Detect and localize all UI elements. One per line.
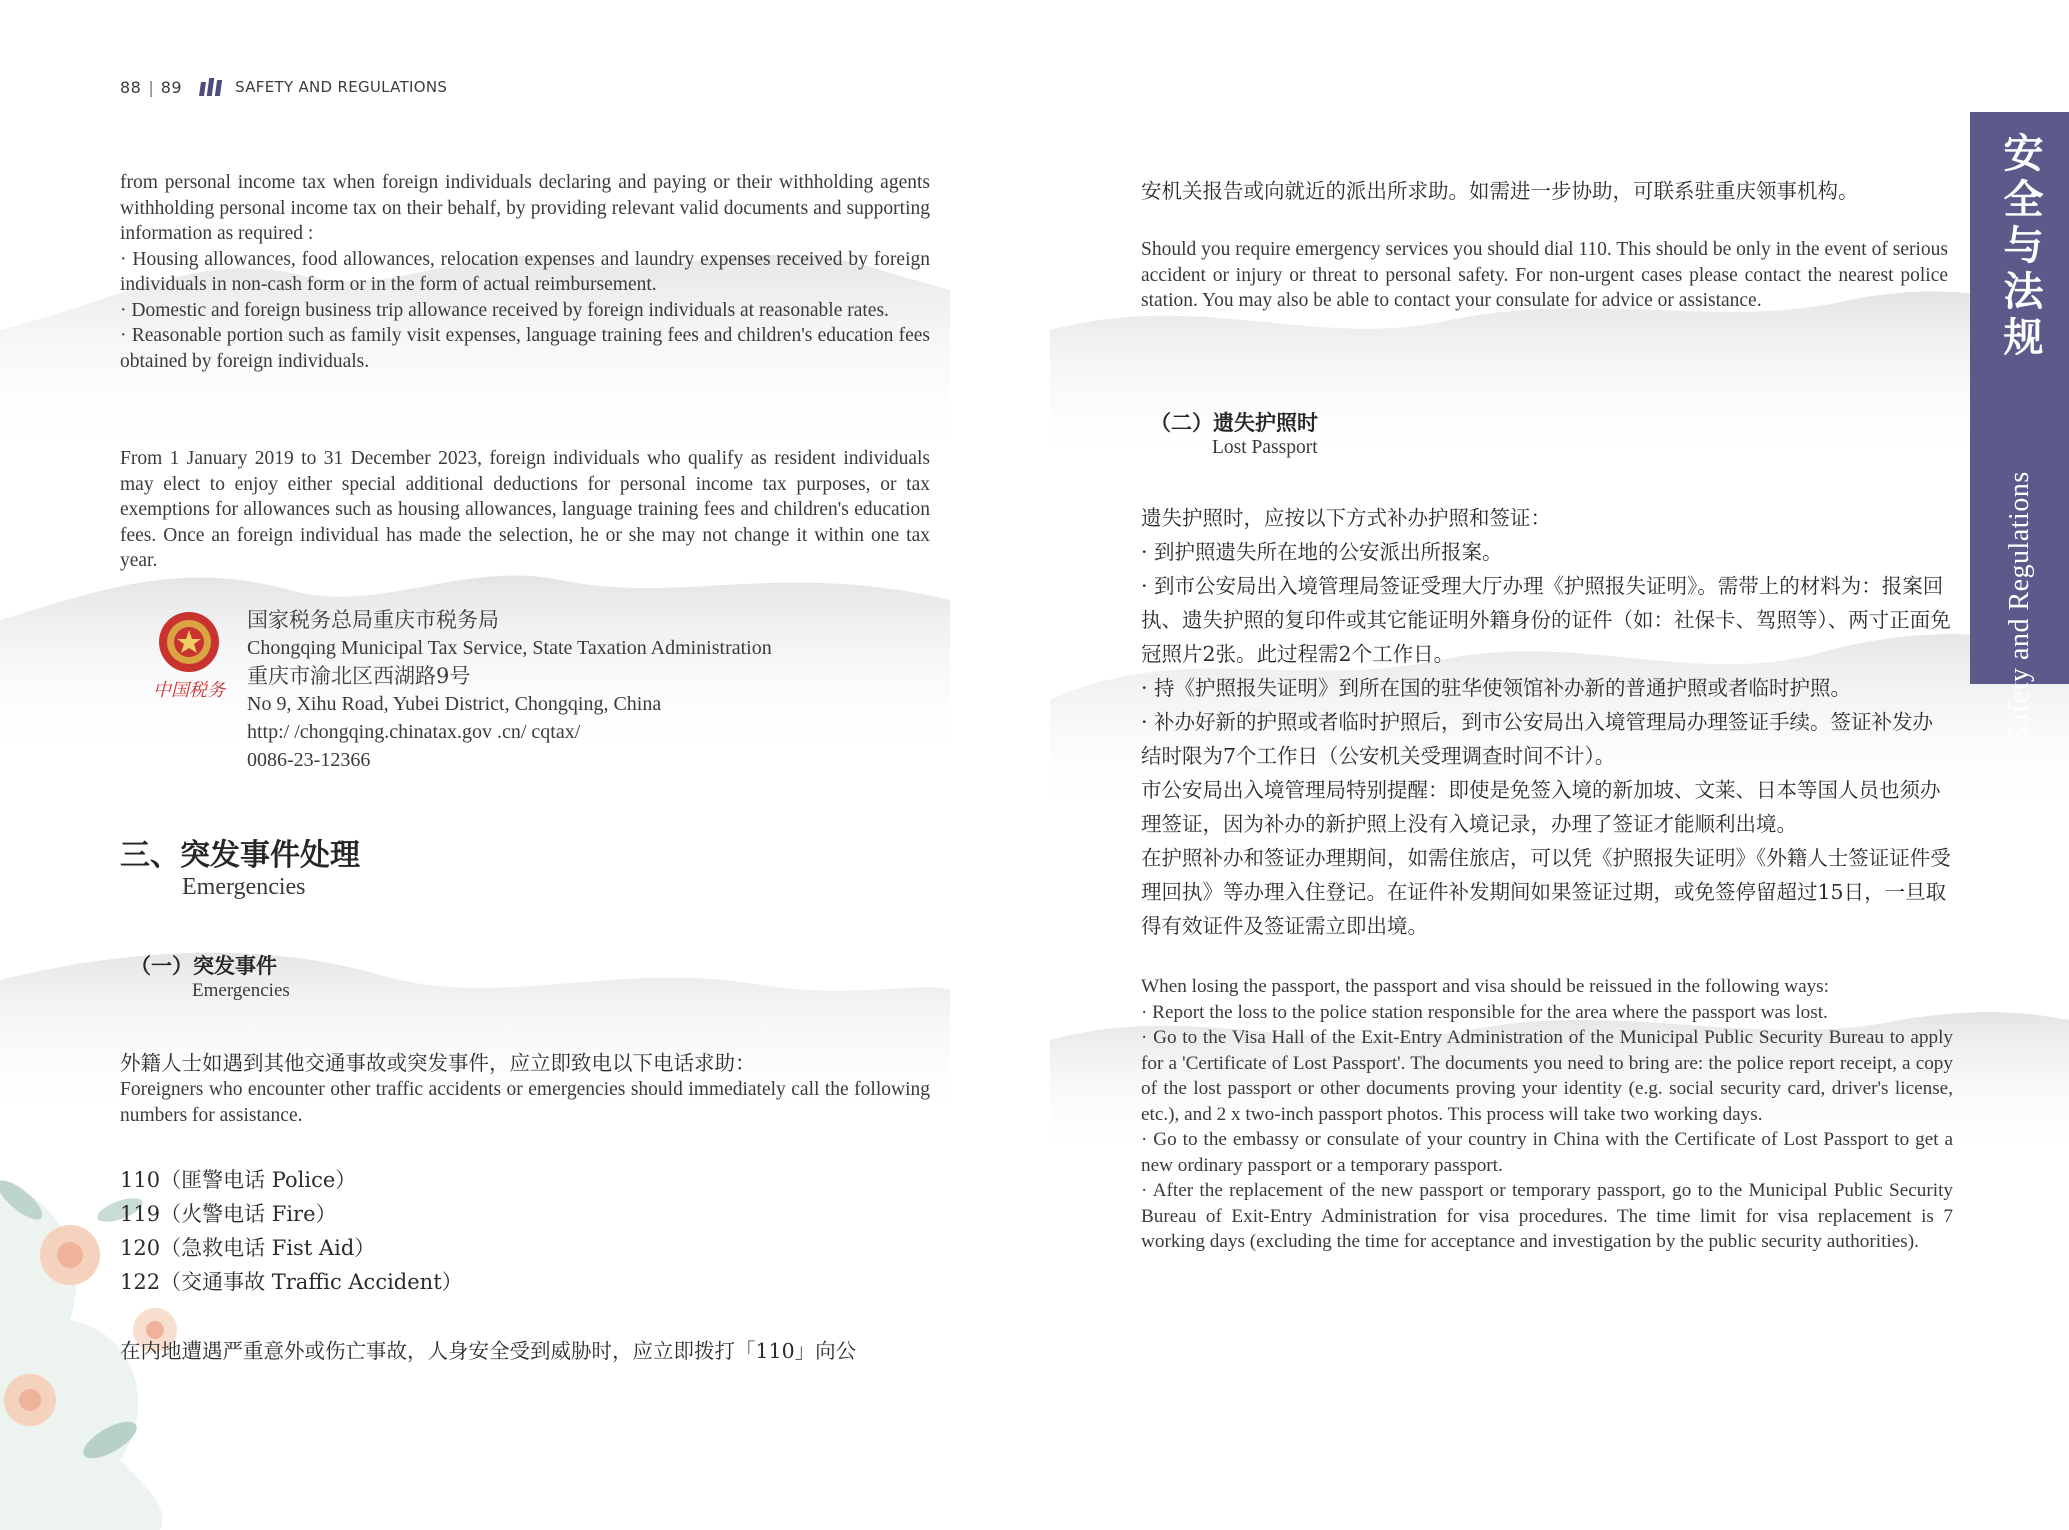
passport-step-cn: · 补办好新的护照或者临时护照后，到市公安局出入境管理局办理签证手续。签证补发办结时限为7个工作日（公安机关受理调查时间不计）。 (1141, 710, 1934, 768)
passport-intro-cn: 遗失护照时，应按以下方式补办护照和签证： (1141, 506, 1551, 530)
side-tab-title-en-wrapper (1970, 442, 2069, 762)
exemption-item: · Domestic and foreign business trip allowance received by foreign individuals at reasonable rates. (120, 299, 889, 321)
side-tab-title-en: Safety and Regulations (2003, 471, 2035, 742)
tax-exemption-list (120, 170, 930, 374)
emergency-instruction-cn: 外籍人士如遇到其他交通事故或突发事件，应立即致电以下电话求助： (120, 1051, 756, 1075)
section-3-heading-en: Emergencies (182, 874, 306, 900)
passport-reminder-cn: 市公安局出入境管理局特别提醒：即使是免签入境的新加坡、文莱、日本等国人员也须办理签证，因为补办的新护照上没有入境记录，办理了签证才能顺利出境。 (1141, 778, 1941, 836)
phone-police: 110（匪警电话 Police） (120, 1168, 357, 1192)
tax-office-address-en: No 9, Xihu Road, Yubei District, Chongqing, China (247, 693, 662, 715)
tax-office-url[interactable]: http:/ /chongqing.chinatax.gov .cn/ cqtax/ (247, 721, 581, 743)
serious-accident-instruction-cn: 在内地遭遇严重意外或伤亡事故，人身安全受到威胁时，应立即拨打「110」向公 (120, 1339, 857, 1363)
tax-office-name-en: Chongqing Municipal Tax Service, State Taxation Administration (247, 637, 772, 659)
passport-step-cn: · 持《护照报失证明》到所在国的驻华使领馆补办新的普通护照或者临时护照。 (1141, 676, 1852, 700)
phone-traffic-accident: 122（交通事故 Traffic Accident） (120, 1270, 463, 1294)
tax-office-phone: 0086-23-12366 (247, 749, 371, 771)
section-header-title: SAFETY AND REGULATIONS (235, 78, 448, 96)
serious-accident-continuation-cn: 安机关报告或向就近的派出所求助。如需进一步协助，可联系驻重庆领事机构。 (1141, 179, 1859, 203)
tax-office-contact (247, 606, 947, 774)
page-header (120, 75, 447, 99)
passport-intro-en: When losing the passport, the passport and visa should be reissued in the following ways: (1141, 976, 1829, 997)
passport-hotel-note-cn: 在护照补办和签证办理期间，如需住旅店，可以凭《护照报失证明》《外籍人士签证证件受理回执》等办理入住登记。在证件补发期间如果签证过期，或免签停留超过15日，一旦取得有效证件及签证需立即出境。 (1141, 846, 1951, 938)
passport-step-cn: · 到市公安局出入境管理局签证受理大厅办理《护照报失证明》。需带上的材料为：报案回执、遗失护照的复印件或其它能证明外籍身份的证件（如：社保卡、驾照等）、两寸正面免冠照片2张。此过程需2个工作日。 (1141, 574, 1951, 666)
book-icon (200, 78, 221, 96)
page-number-right: 89 (160, 77, 183, 97)
passport-step-en: · Go to the Visa Hall of the Exit-Entry Administration of the Municipal Public Security Bureau to apply for a 'Certificate of Lost Passport'. The documents you need to bring are: the police report receipt, a copy of the lost passport or other documents proving your identity (e.g. social security card, driver's license, etc.), and 2 x two-inch passport photos. This process will take two working days. (1141, 1027, 1953, 1125)
phone-first-aid: 120（急救电话 Fist Aid） (120, 1236, 376, 1260)
subsection-2-heading-cn: （二）遗失护照时 (1150, 410, 1318, 435)
exemption-item: · Housing allowances, food allowances, relocation expenses and laundry expenses received by foreign individuals in non-cash form or in the form of actual reimbursement. (120, 248, 930, 295)
passport-step-en: · After the replacement of the new passport or temporary passport, go to the Municipal Public Security Bureau of Exit-Entry Administration for visa procedures. The time limit for visa replacement is 7 working days (excluding the time for acceptance and investigation by the public security authorities). (1141, 1180, 1953, 1252)
side-tab-title-cn: 安全与法规 (1997, 132, 2043, 362)
page-number-separator: | (148, 77, 154, 97)
tax-office-name-cn: 国家税务总局重庆市税务局 (247, 608, 499, 632)
china-tax-emblem-logo (140, 608, 238, 706)
section-3-heading-cn: 三、突发事件处理 (120, 838, 360, 873)
lost-passport-steps-cn (1141, 501, 1951, 943)
exemption-item: · Reasonable portion such as family visit expenses, language training fees and children's education fees obtained by foreign individuals. (120, 325, 930, 372)
emergency-phone-list (120, 1163, 463, 1299)
intro-paragraph: from personal income tax when foreign individuals declaring and paying or their withholding agents withholding personal income tax on their behalf, by providing relevant valid documents and supporting information as required : (120, 172, 930, 244)
emergency-services-en: Should you require emergency services you should dial 110. This should be only in the event of serious accident or injury or threat to personal safety. For non-urgent cases please contact the nearest police station. You may also be able to contact your consulate for advice or assistance. (1141, 239, 1948, 311)
tax-logo-text: 中国税务 (153, 680, 225, 701)
deduction-paragraph: From 1 January 2019 to 31 December 2023, foreign individuals who qualify as resident individuals may elect to enjoy either special additional deductions for personal income tax purposes, or tax exemptions for allowances such as housing allowances, language training fees and children's education fees. Once an foreign individual has made the selection, he or she may not change it within one tax year. (120, 448, 930, 571)
phone-fire: 119（火警电话 Fire） (120, 1202, 337, 1226)
passport-step-en: · Go to the embassy or consulate of your country in China with the Certificate of Lost Passport to get a new ordinary passport or a temporary passport. (1141, 1129, 1953, 1176)
page-number-left: 88 (120, 77, 142, 97)
tax-office-address-cn: 重庆市渝北区西湖路9号 (247, 664, 471, 688)
passport-step-en: · Report the loss to the police station responsible for the area where the passport was lost. (1141, 1001, 1828, 1023)
lost-passport-steps-en (1141, 974, 1953, 1255)
passport-step-cn: · 到护照遗失所在地的公安派出所报案。 (1141, 540, 1503, 564)
subsection-2-heading-en: Lost Passport (1212, 437, 1318, 458)
chapter-side-tab (1970, 112, 2069, 742)
emergency-instruction-en: Foreigners who encounter other traffic accidents or emergencies should immediately call the following numbers for assistance. (120, 1079, 930, 1126)
subsection-1-heading-en: Emergencies (192, 980, 290, 1001)
subsection-1-heading-cn: （一）突发事件 (130, 953, 277, 978)
